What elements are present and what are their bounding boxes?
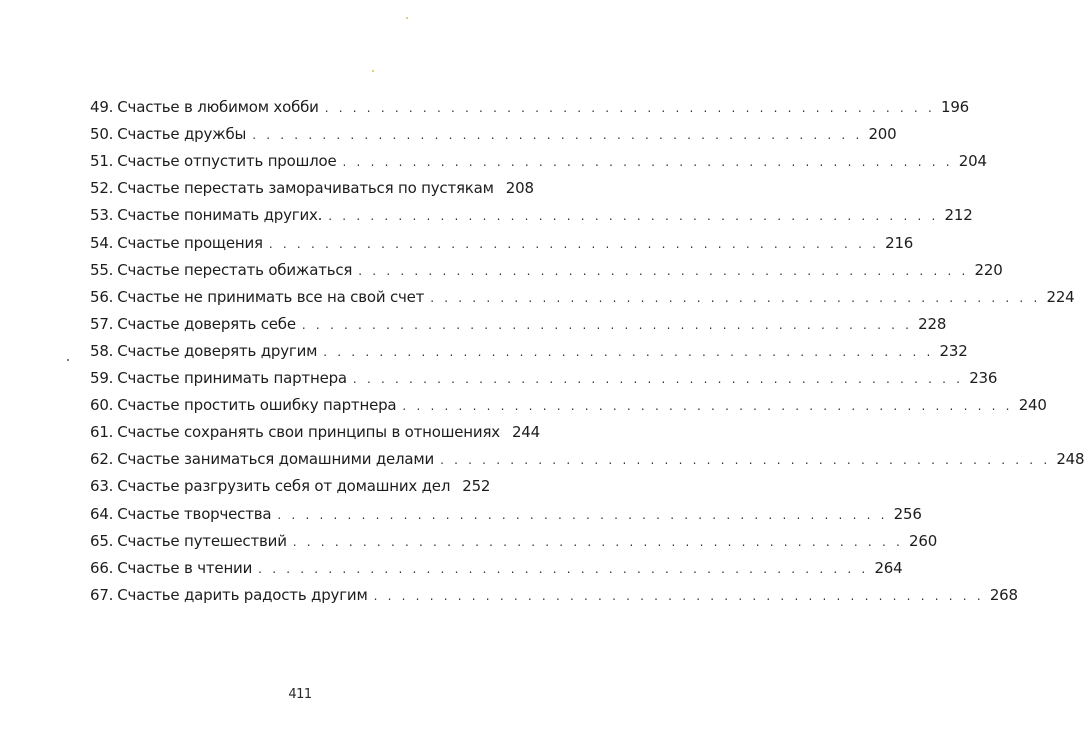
toc-entry-page: 264 bbox=[874, 558, 903, 577]
toc-entry-number: 59. bbox=[90, 369, 114, 388]
toc-entry bbox=[90, 171, 534, 198]
print-speck bbox=[372, 70, 374, 72]
dot-leader: . . . . . . . . . . . . . . . . . . . . . . . . . . . . . . . . . . . . . . . . . . . . bbox=[358, 263, 969, 278]
toc-entry-page: 236 bbox=[969, 369, 998, 388]
toc-entry-title bbox=[90, 98, 319, 117]
toc-entry-number: 49. bbox=[90, 98, 114, 117]
toc-entry-title bbox=[90, 288, 424, 307]
dot-leader: . . . . . . . . . . . . . . . . . . . . . . . . . . . . . . . . . . . . . . . . . . . . bbox=[268, 236, 880, 251]
print-speck bbox=[67, 359, 69, 361]
toc-entry-number: 65. bbox=[90, 531, 114, 550]
toc-entry bbox=[90, 388, 1047, 415]
toc-entry bbox=[90, 578, 1018, 605]
toc-entry-number: 60. bbox=[90, 396, 114, 415]
toc-entry-page: 200 bbox=[868, 125, 897, 144]
toc-entry-number: 54. bbox=[90, 233, 114, 252]
dot-leader: . . . . . . . . . . . . . . . . . . . . . . . . . . . . . . . . . . . . . . . . . . . . bbox=[324, 101, 935, 116]
dot-leader: . . . . . . . . . . . . . . . . . . . . . . . . . . . . . . . . . . . . . . . . . . . . bbox=[277, 507, 888, 522]
toc-entry-title bbox=[90, 125, 246, 144]
dot-leader: . . . . . . . . . . . . . . . . . . . . . . . . . . . . . . . . . . . . . . . . . . . . bbox=[440, 453, 1051, 468]
toc-entry-title bbox=[90, 477, 450, 496]
toc-entry-text: Счастье разгрузить себя от домашних дел bbox=[117, 477, 451, 496]
toc-entry bbox=[90, 415, 540, 442]
toc-entry-title bbox=[90, 369, 347, 388]
toc-entry bbox=[90, 551, 903, 578]
toc-entry-text: Счастье принимать партнера bbox=[117, 369, 347, 388]
toc-entry-page: 220 bbox=[974, 260, 1003, 279]
toc-entry-page: 208 bbox=[505, 179, 534, 198]
toc-entry-number: 63. bbox=[90, 477, 114, 496]
toc-entry-page: 256 bbox=[893, 504, 922, 523]
toc-entry-number: 52. bbox=[90, 179, 114, 198]
toc-entry-number: 56. bbox=[90, 287, 114, 306]
toc-entry-number: 51. bbox=[90, 152, 114, 171]
toc-entry bbox=[90, 469, 491, 496]
toc-entry bbox=[90, 334, 968, 361]
toc-entry-title bbox=[90, 586, 368, 605]
toc-entry-title bbox=[90, 152, 337, 171]
toc-entry-title bbox=[90, 342, 317, 361]
toc-entry-number: 58. bbox=[90, 341, 114, 360]
toc-entry-text: Счастье понимать других. bbox=[117, 206, 323, 225]
toc-entry-title bbox=[90, 396, 396, 415]
toc-entry bbox=[90, 253, 1003, 280]
toc-entry-title bbox=[90, 261, 352, 280]
toc-entry-page: 216 bbox=[885, 233, 914, 252]
toc-entry bbox=[90, 225, 914, 252]
dot-leader: . . . . . . . . . . . . . . . . . . . . . . . . . . . . . . . . . . . . . . . . . . . . bbox=[373, 588, 984, 603]
toc-entry bbox=[90, 280, 1075, 307]
toc-entry-page: 204 bbox=[958, 152, 987, 171]
toc-entry-page: 228 bbox=[918, 314, 947, 333]
dot-leader: . . . . . . . . . . . . . . . . . . . . . . . . . . . . . . . . . . . . . . . . . . . . bbox=[301, 317, 913, 332]
toc-entry-number: 61. bbox=[90, 423, 114, 442]
toc-entry-title bbox=[90, 179, 494, 198]
toc-entry-text: Счастье сохранять свои принципы в отношениях bbox=[117, 423, 500, 442]
toc-entry-text: Счастье доверять другим bbox=[117, 341, 318, 360]
dot-leader: . . . . . . . . . . . . . . . . . . . . . . . . . . . . . . . . . . . . . . . . . . . . bbox=[323, 344, 934, 359]
toc-entry-text: Счастье творчества bbox=[117, 504, 272, 523]
toc-entry-text: Счастье перестать обижаться bbox=[117, 260, 353, 279]
toc-entry-title bbox=[90, 559, 252, 578]
toc-entry-text: Счастье прощения bbox=[117, 233, 263, 252]
toc-entry-title bbox=[90, 234, 263, 253]
toc-entry-number: 53. bbox=[90, 206, 114, 225]
toc-entry-number: 62. bbox=[90, 450, 114, 469]
toc-entry-text: Счастье перестать заморачиваться по пустякам bbox=[117, 179, 494, 198]
toc-entry bbox=[90, 307, 947, 334]
toc-entry bbox=[90, 361, 998, 388]
toc-entry-text: Счастье путешествий bbox=[117, 531, 287, 550]
toc-entry-text: Счастье доверять себе bbox=[117, 314, 296, 333]
toc-entry-title bbox=[90, 450, 434, 469]
dot-leader: . . . . . . . . . . . . . . . . . . . . . . . . . . . . . . . . . . . . . . . . . . . . bbox=[258, 561, 869, 576]
toc-entry-page: 252 bbox=[462, 477, 491, 496]
toc-entry-page: 212 bbox=[944, 206, 973, 225]
print-speck bbox=[406, 17, 408, 19]
toc-entry bbox=[90, 198, 973, 225]
toc-entry-number: 55. bbox=[90, 260, 114, 279]
toc-entry-text: Счастье отпустить прошлое bbox=[117, 152, 337, 171]
toc-entry-text: Счастье простить ошибку партнера bbox=[117, 396, 397, 415]
toc-entry-text: Счастье заниматься домашними делами bbox=[117, 450, 435, 469]
dot-leader: . . . . . . . . . . . . . . . . . . . . . . . . . . . . . . . . . . . . . . . . . . . . bbox=[252, 128, 863, 143]
toc-entry-title bbox=[90, 505, 271, 524]
toc-entry-page: 224 bbox=[1046, 287, 1075, 306]
toc-entry-text: Счастье в любимом хобби bbox=[117, 98, 319, 117]
toc-entry bbox=[90, 144, 987, 171]
toc-entry-page: 240 bbox=[1018, 396, 1047, 415]
toc-entry-page: 244 bbox=[511, 423, 540, 442]
toc-entry-number: 57. bbox=[90, 314, 114, 333]
toc-entry-text: Счастье дарить радость другим bbox=[117, 585, 368, 604]
toc-entry bbox=[90, 90, 970, 117]
dot-leader: . . . . . . . . . . . . . . . . . . . . . . . . . . . . . . . . . . . . . . . . . . . . bbox=[430, 290, 1041, 305]
toc-entry-title bbox=[90, 423, 500, 442]
toc-entry-number: 67. bbox=[90, 585, 114, 604]
dot-leader: . . . . . . . . . . . . . . . . . . . . . . . . . . . . . . . . . . . . . . . . . . . . bbox=[402, 399, 1013, 414]
toc-entry-title bbox=[90, 206, 322, 225]
toc-entry-page: 196 bbox=[940, 98, 970, 117]
dot-leader: . . . . . . . . . . . . . . . . . . . . . . . . . . . . . . . . . . . . . . . . . . . . bbox=[342, 155, 953, 170]
toc-entry-text: Счастье в чтении bbox=[117, 558, 253, 577]
toc-entry-text: Счастье не принимать все на свой счет bbox=[117, 287, 425, 306]
toc-entry bbox=[90, 496, 922, 523]
toc-entry bbox=[90, 442, 1084, 469]
toc-entry-number: 64. bbox=[90, 504, 114, 523]
toc-entry-number: 66. bbox=[90, 558, 114, 577]
dot-leader: . . . . . . . . . . . . . . . . . . . . . . . . . . . . . . . . . . . . . . . . . . . . bbox=[292, 534, 904, 549]
toc-entry bbox=[90, 117, 897, 144]
toc-entry-text: Счастье дружбы bbox=[117, 125, 247, 144]
toc-entry-page: 260 bbox=[909, 531, 938, 550]
toc-entry-title bbox=[90, 532, 287, 551]
dot-leader: . . . . . . . . . . . . . . . . . . . . . . . . . . . . . . . . . . . . . . . . . . . . bbox=[352, 372, 964, 387]
toc-entry-title bbox=[90, 315, 296, 334]
dot-leader: . . . . . . . . . . . . . . . . . . . . . . . . . . . . . . . . . . . . . . . . . . . . bbox=[328, 209, 939, 224]
toc-entry bbox=[90, 524, 938, 551]
toc-entry-number: 50. bbox=[90, 125, 114, 144]
page-number: 411 bbox=[288, 687, 312, 702]
table-of-contents bbox=[90, 90, 1084, 605]
toc-entry-page: 232 bbox=[939, 341, 968, 360]
toc-entry-page: 268 bbox=[989, 585, 1018, 604]
toc-entry-page: 248 bbox=[1056, 450, 1084, 469]
